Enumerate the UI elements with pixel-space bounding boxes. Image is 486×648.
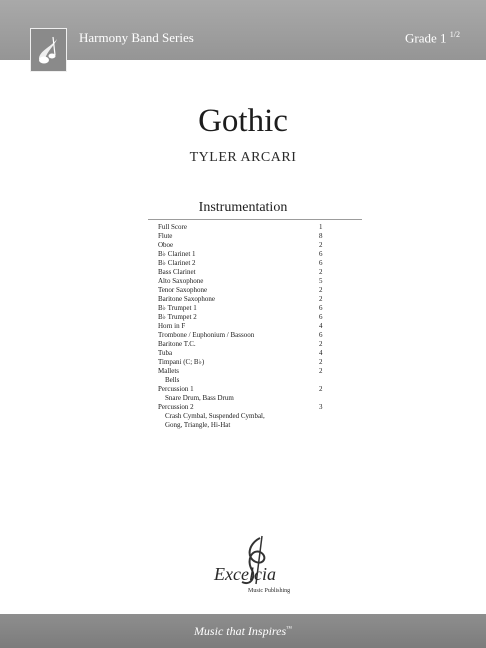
part-quantity: 6 [319,313,323,321]
part-detail [158,412,326,421]
tagline-text: Music that Inspires [193,624,287,638]
part-row [158,232,326,241]
part-quantity: 6 [319,304,323,312]
part-name: Tenor Saxophone [158,286,208,294]
part-row [158,259,326,268]
part-name: Mallets [158,367,179,375]
part-quantity: 3 [319,403,323,411]
publisher-subtitle: Music Publishing [248,588,291,594]
part-row [158,367,326,376]
part-name: B♭ Trumpet 1 [158,304,197,312]
part-quantity: 4 [319,349,323,357]
publisher-name: Excelcia [214,564,276,584]
part-quantity: 2 [319,385,323,393]
part-name: Tuba [158,349,173,357]
part-detail [158,376,326,385]
part-name: Percussion 2 [158,403,194,411]
part-name: B♭ Clarinet 1 [158,250,196,258]
part-row [158,286,326,295]
part-row [158,358,326,367]
part-row [158,295,326,304]
footer-tagline [0,624,486,639]
part-name: Flute [158,232,173,240]
part-quantity: 2 [319,295,323,303]
part-row [158,385,326,394]
publisher-logo [190,534,300,598]
part-quantity: 2 [319,268,323,276]
part-quantity: 6 [319,259,323,267]
part-name: Oboe [158,241,174,249]
part-row [158,313,326,322]
part-quantity: 8 [319,232,323,240]
grade-text: Grade 1 [405,30,447,46]
part-quantity: 2 [319,358,323,366]
part-row [158,277,326,286]
part-quantity: 4 [319,322,323,330]
part-quantity: 2 [319,340,323,348]
part-name: Crash Cymbal, Suspended Cymbal, [165,412,265,420]
series-name: Harmony Band Series [79,30,194,45]
part-row [158,241,326,250]
part-name: Bass Clarinet [158,268,196,276]
part-row [158,250,326,259]
part-row [158,340,326,349]
part-detail [158,394,326,403]
part-name: Snare Drum, Bass Drum [165,394,234,402]
part-row [158,322,326,331]
grade-label [405,30,460,46]
part-name: Baritone T.C. [158,340,196,348]
part-name: Trombone / Euphonium / Bassoon [158,331,255,339]
part-name: Bells [165,376,180,384]
part-row [158,349,326,358]
part-quantity: 2 [319,286,323,294]
part-name: B♭ Trumpet 2 [158,313,197,321]
part-row [158,268,326,277]
heading-divider [148,219,362,220]
instrumentation-list [158,223,326,430]
part-quantity: 2 [319,367,323,375]
part-quantity: 5 [319,277,323,285]
part-name: Gong, Triangle, Hi-Hat [165,421,231,429]
composer-name: TYLER ARCARI [189,150,297,165]
instrumentation-heading: Instrumentation [198,200,288,215]
part-name: Baritone Saxophone [158,295,215,303]
part-name: Horn in F [158,322,186,330]
part-quantity: 6 [319,331,323,339]
trademark-mark: ™ [286,626,293,632]
series-logo-icon [30,28,67,72]
part-quantity: 2 [319,241,323,249]
part-row [158,223,326,232]
part-name: Percussion 1 [158,385,194,393]
part-name: Alto Saxophone [158,277,204,285]
part-row [158,403,326,412]
part-name: Full Score [158,223,187,231]
part-name: B♭ Clarinet 2 [158,259,196,267]
grade-fraction: 1/2 [449,30,460,39]
part-detail [158,421,326,430]
part-name: Timpani (C; B♭) [158,358,205,366]
part-quantity: 6 [319,250,323,258]
part-quantity: 1 [319,223,323,231]
part-row [158,331,326,340]
part-row [158,304,326,313]
piece-title: Gothic [198,103,288,139]
